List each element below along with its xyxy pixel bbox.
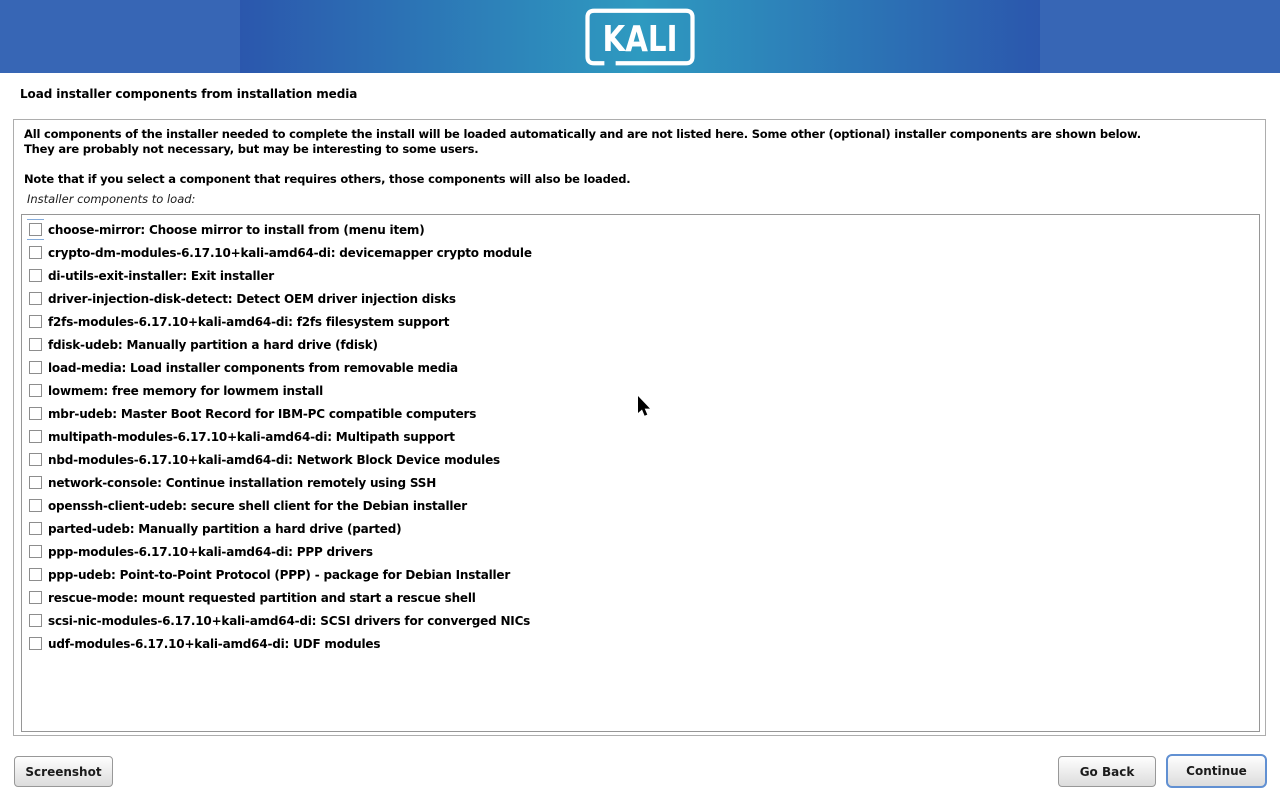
component-label: mbr-udeb: Master Boot Record for IBM-PC compatible computers xyxy=(48,406,477,421)
component-label: openssh-client-udeb: secure shell client for the Debian installer xyxy=(48,498,467,513)
intro-line-2: They are probably not necessary, but may be interesting to some users. xyxy=(24,142,479,156)
component-checkbox[interactable] xyxy=(29,637,42,650)
component-checkbox[interactable] xyxy=(29,614,42,627)
component-row[interactable] xyxy=(22,287,1259,310)
component-label: f2fs-modules-6.17.10+kali-amd64-di: f2fs filesystem support xyxy=(48,314,450,329)
component-checkbox[interactable] xyxy=(29,338,42,351)
component-row[interactable] xyxy=(22,333,1259,356)
component-label: network-console: Continue installation remotely using SSH xyxy=(48,475,437,490)
component-checkbox[interactable] xyxy=(29,522,42,535)
checkbox-cell xyxy=(27,219,44,240)
kali-logo-icon xyxy=(583,7,697,67)
checkbox-cell xyxy=(27,541,44,562)
checkbox-cell xyxy=(27,495,44,516)
component-label: multipath-modules-6.17.10+kali-amd64-di: Multipath support xyxy=(48,429,455,444)
component-label: ppp-udeb: Point-to-Point Protocol (PPP) - package for Debian Installer xyxy=(48,567,511,582)
component-row[interactable] xyxy=(22,586,1259,609)
content-frame xyxy=(13,119,1266,736)
component-checkbox[interactable] xyxy=(29,269,42,282)
component-label: choose-mirror: Choose mirror to install from (menu item) xyxy=(48,222,425,237)
component-checkbox[interactable] xyxy=(29,223,42,236)
checkbox-cell xyxy=(27,518,44,539)
component-label: rescue-mode: mount requested partition and start a rescue shell xyxy=(48,590,476,605)
component-checkbox[interactable] xyxy=(29,568,42,581)
component-checkbox[interactable] xyxy=(29,430,42,443)
component-row[interactable] xyxy=(22,563,1259,586)
component-label: scsi-nic-modules-6.17.10+kali-amd64-di: SCSI drivers for converged NICs xyxy=(48,613,531,628)
component-checkbox[interactable] xyxy=(29,591,42,604)
checkbox-cell xyxy=(27,633,44,654)
page-title: Load installer components from installation media xyxy=(20,87,358,101)
component-row[interactable] xyxy=(22,310,1259,333)
checkbox-cell xyxy=(27,242,44,263)
checkbox-cell xyxy=(27,587,44,608)
component-checkbox[interactable] xyxy=(29,246,42,259)
component-row[interactable] xyxy=(22,517,1259,540)
component-row[interactable] xyxy=(22,494,1259,517)
intro-text xyxy=(24,127,1141,157)
mouse-cursor xyxy=(637,396,651,417)
component-label: nbd-modules-6.17.10+kali-amd64-di: Network Block Device modules xyxy=(48,452,500,467)
components-list-label: Installer components to load: xyxy=(27,192,196,206)
component-label: load-media: Load installer components from removable media xyxy=(48,360,458,375)
checkbox-cell xyxy=(27,311,44,332)
checkbox-cell xyxy=(27,334,44,355)
component-label: driver-injection-disk-detect: Detect OEM driver injection disks xyxy=(48,291,456,306)
component-row[interactable] xyxy=(22,264,1259,287)
checkbox-cell xyxy=(27,357,44,378)
component-checkbox[interactable] xyxy=(29,407,42,420)
checkbox-cell xyxy=(27,449,44,470)
component-checkbox[interactable] xyxy=(29,545,42,558)
component-row[interactable] xyxy=(22,241,1259,264)
component-checkbox[interactable] xyxy=(29,315,42,328)
component-label: udf-modules-6.17.10+kali-amd64-di: UDF modules xyxy=(48,636,381,651)
component-label: fdisk-udeb: Manually partition a hard drive (fdisk) xyxy=(48,337,378,352)
kali-logo-text: KALI xyxy=(602,19,678,61)
checkbox-cell xyxy=(27,564,44,585)
checkbox-cell xyxy=(27,403,44,424)
kali-banner xyxy=(0,0,1280,73)
component-label: lowmem: free memory for lowmem install xyxy=(48,383,324,398)
component-row[interactable] xyxy=(22,218,1259,241)
component-row[interactable] xyxy=(22,448,1259,471)
checkbox-cell xyxy=(27,380,44,401)
component-row[interactable] xyxy=(22,471,1259,494)
component-row[interactable] xyxy=(22,632,1259,655)
checkbox-cell xyxy=(27,472,44,493)
component-row[interactable] xyxy=(22,356,1259,379)
checkbox-cell xyxy=(27,610,44,631)
component-row[interactable] xyxy=(22,609,1259,632)
note-text: Note that if you select a component that requires others, those components will also be loaded. xyxy=(24,172,631,186)
component-row[interactable] xyxy=(22,540,1259,563)
component-checkbox[interactable] xyxy=(29,384,42,397)
continue-button[interactable]: Continue xyxy=(1166,754,1267,788)
component-label: crypto-dm-modules-6.17.10+kali-amd64-di: devicemapper crypto module xyxy=(48,245,532,260)
screenshot-button[interactable]: Screenshot xyxy=(14,756,113,787)
component-row[interactable] xyxy=(22,425,1259,448)
intro-line-1: All components of the installer needed to complete the install will be loaded automatically and are not listed here. Some other (optional) installer components are shown below. xyxy=(24,127,1141,141)
component-checkbox[interactable] xyxy=(29,499,42,512)
components-list xyxy=(21,214,1260,732)
component-checkbox[interactable] xyxy=(29,361,42,374)
checkbox-cell xyxy=(27,265,44,286)
component-checkbox[interactable] xyxy=(29,476,42,489)
component-label: ppp-modules-6.17.10+kali-amd64-di: PPP drivers xyxy=(48,544,373,559)
go-back-button[interactable]: Go Back xyxy=(1058,756,1156,787)
component-label: parted-udeb: Manually partition a hard drive (parted) xyxy=(48,521,402,536)
component-checkbox[interactable] xyxy=(29,453,42,466)
component-checkbox[interactable] xyxy=(29,292,42,305)
checkbox-cell xyxy=(27,288,44,309)
component-label: di-utils-exit-installer: Exit installer xyxy=(48,268,274,283)
checkbox-cell xyxy=(27,426,44,447)
